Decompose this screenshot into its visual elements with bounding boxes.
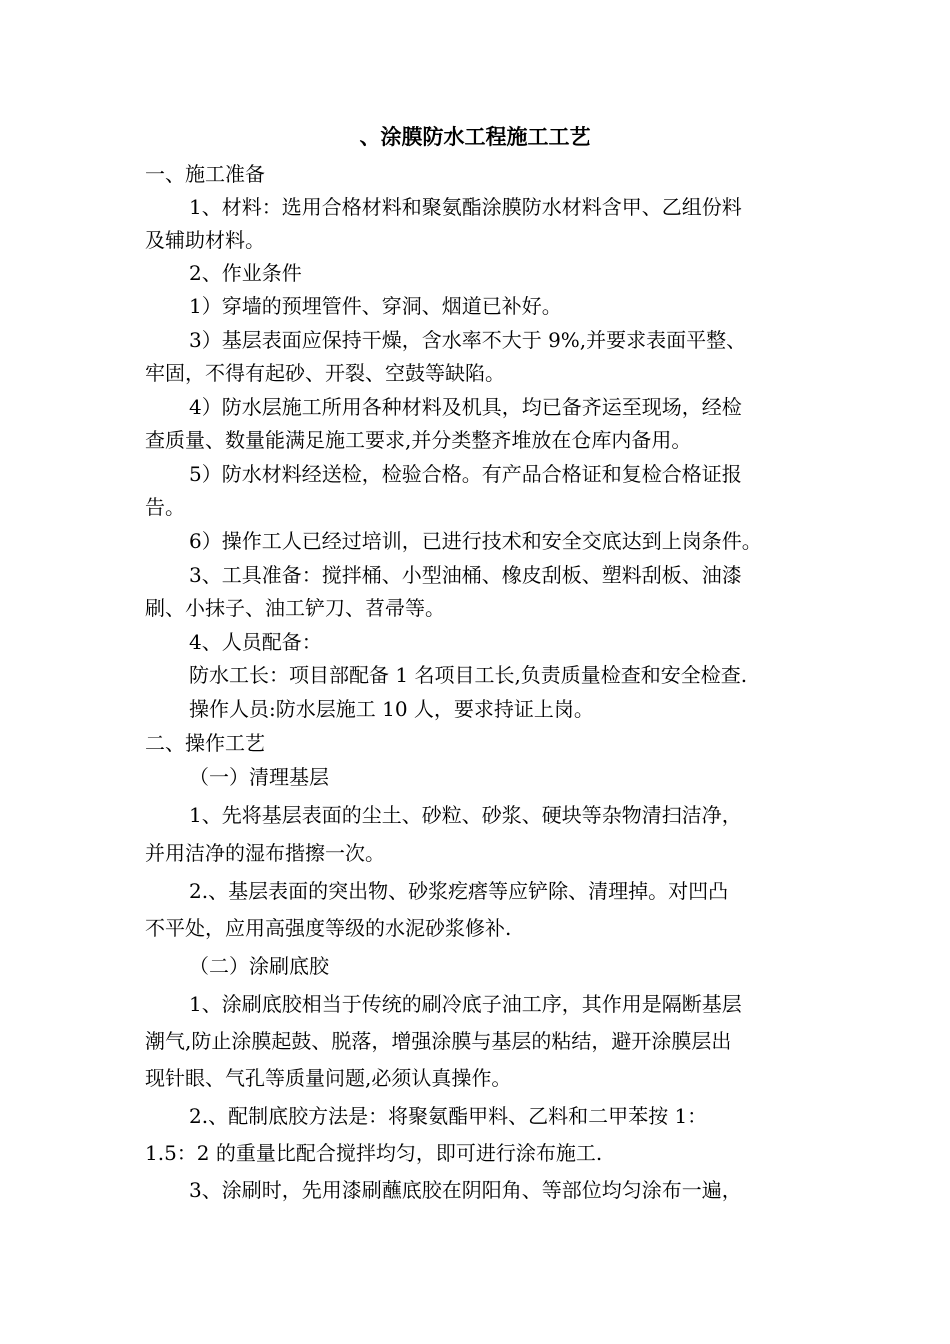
paragraph-line: 1、先将基层表面的尘土、砂粒、砂浆、硬块等杂物清扫洁净， — [189, 803, 742, 827]
paragraph-line: 1、材料：选用合格材料和聚氨酯涂膜防水材料含甲、乙组份料 — [189, 195, 742, 219]
paragraph-line: 3、工具准备：搅拌桶、小型油桶、橡皮刮板、塑料刮板、油漆 — [189, 563, 742, 587]
paragraph-line: 3、涂刷时，先用漆刷蘸底胶在阴阳角、等部位均匀涂布一遍， — [189, 1178, 742, 1202]
paragraph-line: 不平处，应用高强度等级的水泥砂浆修补. — [145, 916, 512, 940]
paragraph-line: 2.、基层表面的突出物、砂浆疙瘩等应铲除、清理掉。对凹凸 — [189, 879, 729, 903]
paragraph-line: 告。 — [145, 495, 185, 519]
paragraph-line: 及辅助材料。 — [145, 228, 265, 252]
paragraph-line: 1）穿墙的预埋管件、穿洞、烟道已补好。 — [189, 294, 562, 318]
subsection-heading: （二）涂刷底胶 — [189, 954, 329, 978]
paragraph-line: 6）操作工人已经过培训，已进行技术和安全交底达到上岗条件。 — [189, 529, 762, 553]
paragraph-line: 操作人员:防水层施工 10 人，要求持证上岗。 — [189, 697, 594, 721]
paragraph-line: 防水工长：项目部配备 1 名项目工长,负责质量检查和安全检查. — [189, 663, 748, 687]
paragraph-line: 2.、配制底胶方法是：将聚氨酯甲料、乙料和二甲苯按 1： — [189, 1104, 708, 1128]
document-title: 、涂膜防水工程施工工艺 — [359, 125, 591, 149]
paragraph-line: 4）防水层施工所用各种材料及机具，均已备齐运至现场，经检 — [189, 395, 742, 419]
paragraph-line: 3）基层表面应保持干燥，含水率不大于 9%,并要求表面平整、 — [189, 328, 747, 352]
paragraph-line: 查质量、数量能满足施工要求,并分类整齐堆放在仓库内备用。 — [145, 428, 692, 452]
section-heading: 二、操作工艺 — [145, 731, 265, 755]
subheading-line: 2、作业条件 — [189, 261, 302, 285]
section-heading: 一、施工准备 — [145, 162, 265, 186]
paragraph-line: 刷、小抹子、油工铲刀、苕帚等。 — [145, 596, 445, 620]
paragraph-line: 牢固，不得有起砂、开裂、空鼓等缺陷。 — [145, 361, 505, 385]
paragraph-line: 1.5：2 的重量比配合搅拌均匀，即可进行涂布施工. — [145, 1141, 603, 1165]
paragraph-line: 并用洁净的湿布揩擦一次。 — [145, 841, 385, 865]
subsection-heading: （一）清理基层 — [189, 765, 329, 789]
subheading-line: 4、人员配备： — [189, 630, 322, 654]
paragraph-line: 5）防水材料经送检，检验合格。有产品合格证和复检合格证报 — [189, 462, 742, 486]
paragraph-line: 潮气,防止涂膜起鼓、脱落，增强涂膜与基层的粘结，避开涂膜层出 — [145, 1029, 732, 1053]
paragraph-line: 1、涂刷底胶相当于传统的刷冷底子油工序，其作用是隔断基层 — [189, 992, 742, 1016]
paragraph-line: 现针眼、气孔等质量问题,必须认真操作。 — [145, 1066, 512, 1090]
